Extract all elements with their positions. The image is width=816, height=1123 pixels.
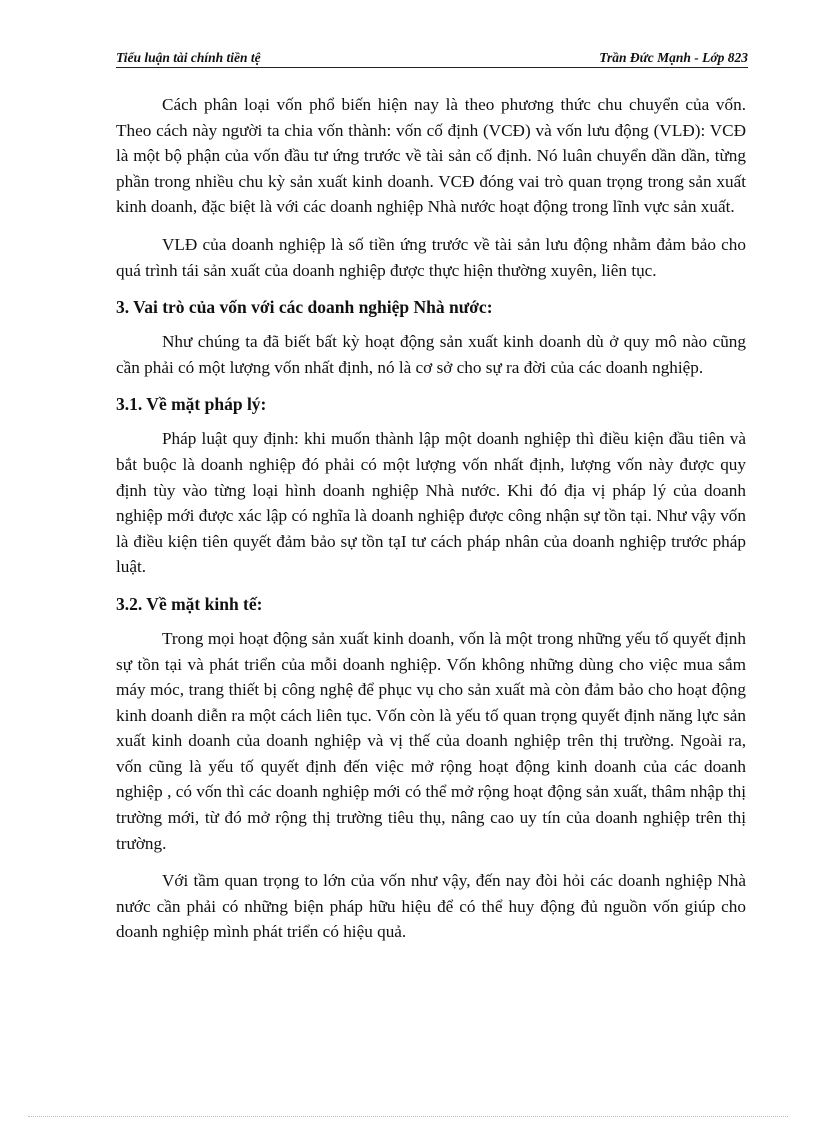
paragraph-legal-aspect: Pháp luật quy định: khi muốn thành lập một doanh nghiệp thì điều kiện đầu tiên và bắt buộc là doanh nghiệp đó phải có một lượng vốn nhất định, lượng vốn này được quy định tùy vào từng loại hình doanh nghiệp Nhà nước. Khi đó địa vị pháp lý của doanh nghiệp mới được xác lập có nghĩa là doanh nghiệp được công nhận sự tồn tại. Như vậy vốn là điều kiện tiên quyết đảm bảo sự tồn tạI tư cách pháp nhân của doanh nghiệp trước pháp luật.	[116, 429, 746, 577]
paragraph-conclusion: Với tầm quan trọng to lớn của vốn như vậy, đến nay đòi hỏi các doanh nghiệp Nhà nước cần phải có những biện pháp hữu hiệu để có thể huy động đủ nguồn vốn giúp cho doanh nghiệp mình phát triển có hiệu quả.	[116, 871, 746, 942]
paragraph-capital-classification: Cách phân loại vốn phổ biến hiện nay là theo phương thức chu chuyển của vốn. Theo cách này người ta chia vốn thành: vốn cố định (VCĐ) và vốn lưu động (VLĐ): VCĐ là một bộ phận của vốn đầu tư ứng trước về tài sản cố định. Nó luân chuyển dần dần, từng phần trong nhiều chu kỳ sản xuất kinh doanh. VCĐ đóng vai trò quan trọng trong sản xuất kinh doanh, đặc biệt là với các doanh nghiệp Nhà nước hoạt động trong lĩnh vực sản xuất.	[116, 95, 746, 217]
section-heading-3-1: 3.1. Về mặt pháp lý:	[116, 394, 267, 415]
section-heading-3: 3. Vai trò của vốn với các doanh nghiệp Nhà nước:	[116, 297, 493, 318]
document-body	[116, 92, 746, 957]
paragraph-working-capital: VLĐ của doanh nghiệp là số tiền ứng trước về tài sản lưu động nhằm đảm bảo cho quá trình tái sản xuất của doanh nghiệp được thực hiện thường xuyên, liên tục.	[116, 234, 746, 280]
section-heading-3-2: 3.2. Về mặt kinh tế:	[116, 593, 263, 614]
page-bottom-rule	[28, 1116, 788, 1117]
header-author: Trần Đức Mạnh - Lớp 823	[599, 50, 748, 65]
page-header	[116, 48, 748, 68]
header-title: Tiểu luận tài chính tiền tệ	[116, 50, 261, 65]
paragraph-role-intro: Như chúng ta đã biết bất kỳ hoạt động sản xuất kinh doanh dù ở quy mô nào cũng cần phải có một lượng vốn nhất định, nó là cơ sở cho sự ra đời của các doanh nghiệp.	[116, 332, 746, 377]
paragraph-economic-aspect: Trong mọi hoạt động sản xuất kinh doanh, vốn là một trong những yếu tố quyết định sự tồn tại và phát triển của mỗi doanh nghiệp. Vốn không những dùng cho việc mua sắm máy móc, trang thiết bị công nghệ để phục vụ cho sản xuất mà còn đảm bảo cho hoạt động kinh doanh diễn ra một cách liên tục. Vốn còn là yếu tố quan trọng quyết định năng lực sản xuất kinh doanh của doanh nghiệp và vị thế của doanh nghiệp trên thị trường. Ngoài ra, vốn cũng là yếu tố quyết định đến việc mở rộng hoạt động kinh doanh của các doanh nghiệp , có vốn thì các doanh nghiệp mới có thể mở rộng hoạt động sản xuất, thâm nhập thị trường mới, từ đó mở rộng thị trường tiêu thụ, nâng cao uy tín của doanh nghiệp trên thị trường.	[116, 628, 746, 853]
